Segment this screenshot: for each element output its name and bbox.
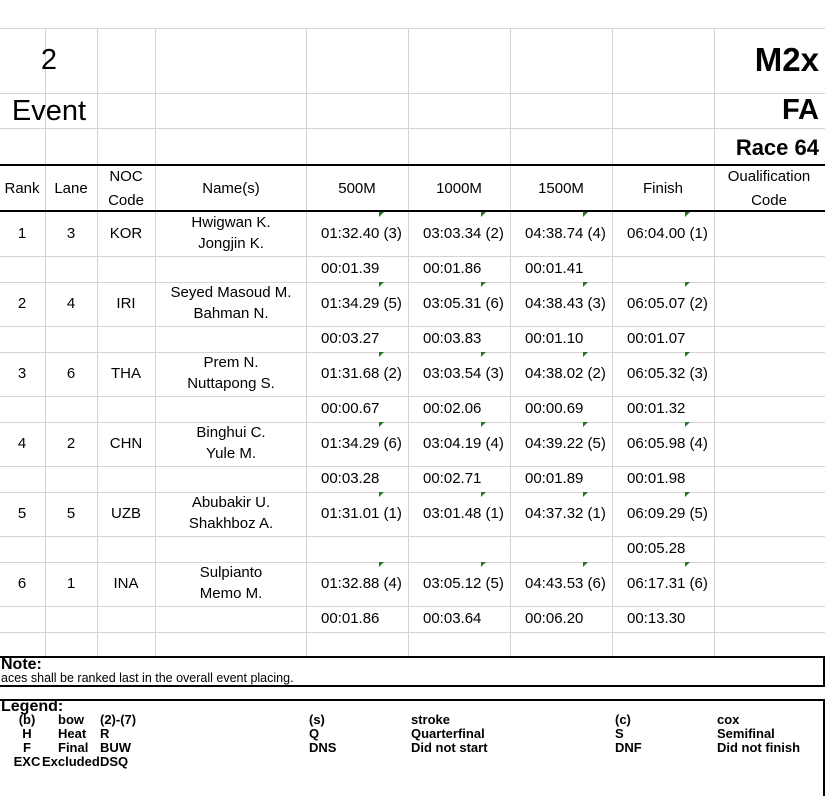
header-names: Name(s) — [202, 180, 260, 197]
row-name-1: Hwigwan K. — [191, 214, 271, 231]
legend-cell: cox — [717, 712, 740, 727]
legend-cell: EXC — [13, 754, 41, 769]
comment-marker — [481, 422, 486, 427]
row-name-2: Memo M. — [199, 585, 263, 602]
comment-marker — [583, 282, 588, 287]
comment-marker — [379, 562, 384, 567]
legend-cell: DNS — [309, 740, 337, 755]
comment-marker — [685, 212, 690, 217]
legend-cell: (b) — [18, 712, 36, 727]
row-time-t1500: 04:38.74 (4) — [525, 225, 606, 242]
comment-marker — [583, 422, 588, 427]
header-finish: Finish — [642, 180, 684, 197]
table-top-border — [0, 164, 825, 166]
row-split-s1500: 00:01.41 — [525, 260, 584, 277]
comment-marker — [685, 422, 690, 427]
legend-cell: (2)-(7) — [100, 712, 137, 727]
event-number: 2 — [40, 44, 58, 76]
legend-right-border — [823, 699, 825, 796]
legend-cell: Did not start — [411, 740, 488, 755]
comment-marker — [583, 352, 588, 357]
row-split-sfinish: 00:01.32 — [627, 400, 686, 417]
comment-marker — [685, 562, 690, 567]
legend-cell: S — [615, 726, 624, 741]
legend-cell: Did not finish — [717, 740, 801, 755]
comment-marker — [379, 352, 384, 357]
row-time-finish: 06:05.98 (4) — [627, 435, 708, 452]
header-lane: Lane — [54, 180, 88, 197]
row-time-finish: 06:04.00 (1) — [627, 225, 708, 242]
comment-marker — [685, 352, 690, 357]
legend-cell: (s) — [309, 712, 325, 727]
row-split-s1500: 00:01.10 — [525, 330, 584, 347]
row-noc: UZB — [111, 505, 141, 522]
comment-marker — [481, 282, 486, 287]
legend-cell: bow — [58, 712, 84, 727]
legend-cell: BUW — [100, 740, 132, 755]
row-time-t500: 01:31.68 (2) — [321, 365, 402, 382]
legend-cell: (c) — [615, 712, 631, 727]
comment-marker — [583, 562, 588, 567]
row-split-s1500: 00:06.20 — [525, 610, 584, 627]
race-number: Race 64 — [735, 135, 819, 160]
legend-title: Legend: — [1, 698, 64, 715]
comment-marker — [583, 212, 588, 217]
row-split-s1000: 00:02.06 — [423, 400, 482, 417]
row-lane: 1 — [66, 575, 76, 592]
row-split-sfinish: 00:13.30 — [627, 610, 686, 627]
row-split-s1000: 00:03.64 — [423, 610, 482, 627]
row-lane: 4 — [66, 295, 76, 312]
row-split-sfinish: 00:05.28 — [627, 540, 686, 557]
comment-marker — [379, 492, 384, 497]
row-noc: KOR — [109, 225, 143, 242]
header-1500m: 1500M — [538, 180, 584, 197]
row-noc: THA — [111, 365, 141, 382]
header-qual-line1: Oualification — [727, 168, 811, 185]
row-time-t1000: 03:01.48 (1) — [423, 505, 504, 522]
event-code: M2x — [754, 41, 819, 78]
row-split-s1500: 00:00.69 — [525, 400, 584, 417]
legend-cell: stroke — [411, 712, 451, 727]
legend-cell: DSQ — [100, 754, 129, 769]
row-noc: IRI — [116, 295, 136, 312]
header-1000m: 1000M — [436, 180, 482, 197]
comment-marker — [481, 352, 486, 357]
row-time-t1000: 03:05.12 (5) — [423, 575, 504, 592]
row-time-t1000: 03:03.34 (2) — [423, 225, 504, 242]
legend-cell: Final — [58, 740, 89, 755]
comment-marker — [685, 282, 690, 287]
row-time-finish: 06:05.32 (3) — [627, 365, 708, 382]
legend-cell: Quarterfinal — [411, 726, 485, 741]
legend-cell: Heat — [58, 726, 87, 741]
row-time-finish: 06:09.29 (5) — [627, 505, 708, 522]
row-name-1: Prem N. — [203, 354, 259, 371]
row-split-s500: 00:01.39 — [321, 260, 380, 277]
row-lane: 5 — [66, 505, 76, 522]
row-name-1: Binghui C. — [196, 424, 266, 441]
header-noc-line2: Code — [108, 192, 144, 209]
row-rank: 6 — [17, 575, 27, 592]
row-time-t1500: 04:38.02 (2) — [525, 365, 606, 382]
comment-marker — [583, 492, 588, 497]
header-rank: Rank — [4, 180, 40, 197]
row-rank: 4 — [17, 435, 27, 452]
note-top-border — [0, 656, 825, 658]
header-500m: 500M — [338, 180, 376, 197]
row-time-t500: 01:32.88 (4) — [321, 575, 402, 592]
row-split-s1000: 00:01.86 — [423, 260, 482, 277]
legend-cell: Excluded — [42, 754, 100, 769]
row-split-s500: 00:03.27 — [321, 330, 380, 347]
header-noc-line1: NOC — [109, 168, 143, 185]
row-noc: CHN — [109, 435, 143, 452]
row-time-t500: 01:34.29 (6) — [321, 435, 402, 452]
row-lane: 6 — [66, 365, 76, 382]
row-noc: INA — [113, 575, 139, 592]
row-name-2: Nuttapong S. — [187, 375, 275, 392]
comment-marker — [481, 212, 486, 217]
row-rank: 1 — [17, 225, 27, 242]
header-bottom-border — [0, 210, 825, 212]
note-title: Note: — [1, 656, 42, 673]
row-time-t500: 01:31.01 (1) — [321, 505, 402, 522]
row-name-2: Bahman N. — [193, 305, 269, 322]
note-bottom-border — [0, 685, 825, 687]
row-time-t500: 01:34.29 (5) — [321, 295, 402, 312]
row-name-1: Abubakir U. — [191, 494, 271, 511]
row-rank: 3 — [17, 365, 27, 382]
comment-marker — [379, 212, 384, 217]
comment-marker — [379, 422, 384, 427]
row-split-sfinish: 00:01.07 — [627, 330, 686, 347]
row-split-s1500: 00:01.89 — [525, 470, 584, 487]
row-name-2: Yule M. — [205, 445, 257, 462]
row-split-sfinish: 00:01.98 — [627, 470, 686, 487]
row-rank: 5 — [17, 505, 27, 522]
row-time-finish: 06:05.07 (2) — [627, 295, 708, 312]
row-time-t1500: 04:38.43 (3) — [525, 295, 606, 312]
row-time-finish: 06:17.31 (6) — [627, 575, 708, 592]
row-time-t500: 01:32.40 (3) — [321, 225, 402, 242]
event-label: Event — [11, 95, 87, 127]
row-time-t1000: 03:04.19 (4) — [423, 435, 504, 452]
row-name-1: Sulpianto — [199, 564, 263, 581]
row-split-s1000: 00:02.71 — [423, 470, 482, 487]
comment-marker — [481, 492, 486, 497]
row-name-1: Seyed Masoud M. — [170, 284, 292, 301]
legend-cell: F — [23, 740, 31, 755]
row-rank: 2 — [17, 295, 27, 312]
row-name-2: Jongjin K. — [198, 235, 264, 252]
legend-cell: DNF — [615, 740, 642, 755]
row-split-s500: 00:00.67 — [321, 400, 380, 417]
legend-cell: R — [100, 726, 110, 741]
row-lane: 2 — [66, 435, 76, 452]
note-text: aces shall be ranked last in the overall event placing. — [1, 671, 294, 685]
legend-cell: Semifinal — [717, 726, 775, 741]
comment-marker — [481, 562, 486, 567]
row-time-t1500: 04:43.53 (6) — [525, 575, 606, 592]
legend-cell: H — [22, 726, 32, 741]
comment-marker — [685, 492, 690, 497]
row-time-t1000: 03:03.54 (3) — [423, 365, 504, 382]
legend-cell: Q — [309, 726, 320, 741]
row-time-t1500: 04:37.32 (1) — [525, 505, 606, 522]
row-time-t1500: 04:39.22 (5) — [525, 435, 606, 452]
phase-code: FA — [781, 94, 819, 126]
row-time-t1000: 03:05.31 (6) — [423, 295, 504, 312]
header-qual-line2: Code — [751, 192, 787, 209]
legend-top-border — [0, 699, 825, 701]
row-split-s500: 00:03.28 — [321, 470, 380, 487]
row-lane: 3 — [66, 225, 76, 242]
comment-marker — [379, 282, 384, 287]
row-split-s1000: 00:03.83 — [423, 330, 482, 347]
note-right-border — [823, 656, 825, 686]
row-name-2: Shakhboz A. — [188, 515, 274, 532]
row-split-s500: 00:01.86 — [321, 610, 380, 627]
